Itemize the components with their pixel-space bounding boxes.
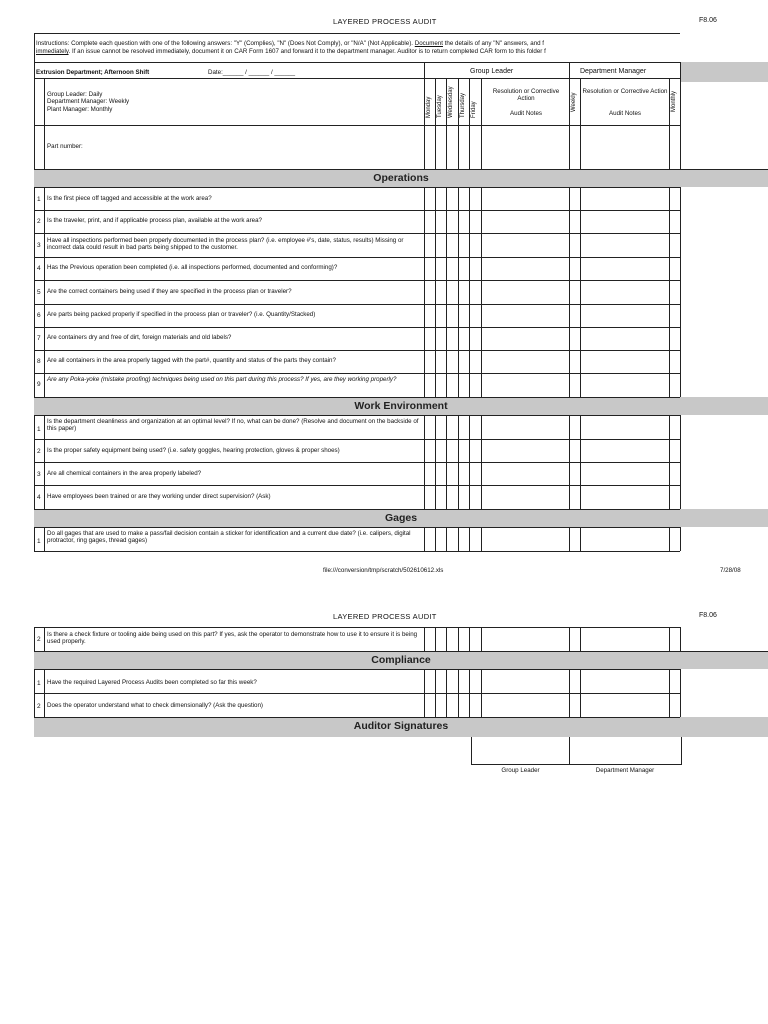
grid-line <box>44 350 45 373</box>
grid-line <box>569 462 570 485</box>
grid-line <box>34 669 680 670</box>
grid-line <box>458 415 459 439</box>
grid-line <box>669 257 670 280</box>
grid-line <box>424 233 425 257</box>
grid-line <box>435 304 436 327</box>
question-ops-4: Has the Previous operation been completed (i.e. all inspections performed, documented and conforming)? <box>47 264 338 271</box>
grid-line <box>680 327 681 350</box>
grid-line <box>34 509 680 510</box>
grid-line <box>458 233 459 257</box>
grid-line <box>481 257 482 280</box>
grid-line <box>34 327 680 328</box>
question-env-3: Are all chemical containers in the area properly labeled? <box>47 470 202 477</box>
grid-line <box>469 257 470 280</box>
grid-line <box>680 527 681 551</box>
grid-line <box>458 439 459 462</box>
day-wednesday: Wednesday <box>448 86 454 118</box>
group-leader-header: Group Leader <box>470 68 514 75</box>
grid-line <box>469 327 470 350</box>
grid-line <box>34 693 680 694</box>
grid-line <box>34 350 680 351</box>
grid-line <box>458 210 459 233</box>
grid-line <box>680 669 681 693</box>
resolution-header-dm: Resolution or Corrective Action <box>582 88 668 95</box>
frequency-list: Group Leader: Daily Department Manager: Weekly Plant Manager: Monthly <box>47 91 130 113</box>
grid-line <box>580 693 581 717</box>
question-ops-6: Are parts being packed properly if specified in the process plan or traveler? (i.e. Quantity/Stacked) <box>47 311 316 318</box>
grid-line <box>34 233 35 257</box>
question-env-2: Is the proper safety equipment being used? (i.e. safety goggles, hearing protection, gloves & proper shoes) <box>47 447 340 454</box>
grid-line <box>435 233 436 257</box>
grid-line <box>569 627 570 651</box>
signature-box-department-manager[interactable] <box>569 737 682 765</box>
grid-line <box>424 373 425 397</box>
grid-line <box>469 627 470 651</box>
grid-line <box>481 527 482 551</box>
grid-line <box>34 693 35 717</box>
question-ops-3: Have all inspections performed been properly documented in the process plan? (i.e. employee #'s, date, status, results) Missing or incorrect data could result in bad parts being shipped to the customer. <box>47 237 404 252</box>
grid-line <box>34 280 35 304</box>
grid-line <box>469 280 470 304</box>
grid-line <box>669 327 670 350</box>
grid-line <box>34 651 768 652</box>
grid-line <box>669 527 670 551</box>
grid-line <box>481 210 482 233</box>
grid-line <box>458 304 459 327</box>
signature-label-group-leader: Group Leader <box>501 767 540 774</box>
grid-line <box>469 439 470 462</box>
grid-line <box>435 78 436 169</box>
grid-line <box>435 462 436 485</box>
grid-line <box>34 233 680 234</box>
grid-line <box>580 415 581 439</box>
grid-line <box>569 233 570 257</box>
grid-line <box>446 373 447 397</box>
grid-line <box>680 187 681 210</box>
question-ops-5: Are the correct containers being used if they are specified in the process plan or traveler? <box>47 288 292 295</box>
grid-line <box>569 304 570 327</box>
grid-line <box>446 187 447 210</box>
grid-line <box>34 551 680 552</box>
grid-line <box>680 627 681 651</box>
question-env-1: Is the department cleanliness and organization at an optimal level? If no, what can be done? (Resolve and document on the backside of this paper) <box>47 418 419 433</box>
question-ops-1: Is the first piece off tagged and accessible at the work area? <box>47 195 212 202</box>
grid-line <box>424 257 425 280</box>
grid-line <box>680 257 681 280</box>
grid-line <box>669 373 670 397</box>
grid-line <box>34 257 680 258</box>
grid-line <box>669 280 670 304</box>
question-compliance-2: Does the operator understand what to check dimensionally? (Ask the question) <box>47 702 263 709</box>
grid-line <box>469 485 470 509</box>
grid-line <box>569 210 570 233</box>
grid-line <box>446 462 447 485</box>
question-ops-8: Are all containers in the area properly tagged with the part#, quantity and status of the parts they contain? <box>47 357 336 364</box>
grid-line <box>458 257 459 280</box>
grid-line <box>469 210 470 233</box>
grid-line <box>424 415 425 439</box>
grid-line <box>446 280 447 304</box>
question-gages-2: Is there a check fixture or tooling aide being used on this part? If yes, ask the operator to demonstrate how to use it to ensure it is being used properly. <box>47 631 418 646</box>
grid-line <box>34 415 35 439</box>
grid-line <box>44 485 45 509</box>
grid-line <box>458 373 459 397</box>
grid-line <box>669 187 670 210</box>
grid-line <box>34 210 35 233</box>
grid-line <box>446 327 447 350</box>
grid-line <box>446 350 447 373</box>
grid-line <box>680 485 681 509</box>
grid-line <box>481 327 482 350</box>
grid-line <box>580 627 581 651</box>
grid-line <box>680 415 681 439</box>
grid-line <box>44 527 45 551</box>
grid-line <box>481 693 482 717</box>
operations-heading: Operations <box>373 172 429 184</box>
grid-line <box>34 304 35 327</box>
grid-line <box>481 669 482 693</box>
grid-line <box>446 485 447 509</box>
grid-line <box>44 304 45 327</box>
grid-line <box>446 415 447 439</box>
grid-line <box>34 350 35 373</box>
grid-line <box>469 527 470 551</box>
grid-line <box>458 187 459 210</box>
page2-title: LAYERED PROCESS AUDIT <box>333 612 437 621</box>
grid-line <box>424 350 425 373</box>
grid-line <box>34 485 35 509</box>
grid-line <box>669 304 670 327</box>
grid-line <box>446 439 447 462</box>
grid-line <box>669 210 670 233</box>
grid-line <box>481 373 482 397</box>
grid-line <box>34 627 680 628</box>
grid-line <box>569 62 570 169</box>
grid-line <box>481 304 482 327</box>
grid-line <box>424 62 425 169</box>
question-ops-7: Are containers dry and free of dirt, foreign materials and old labels? <box>47 334 232 341</box>
grid-line <box>34 373 35 397</box>
grid-line <box>424 327 425 350</box>
question-ops-2: Is the traveler, print, and if applicable process plan, available at the work area? <box>47 217 262 224</box>
grid-line <box>569 327 570 350</box>
grid-line <box>469 350 470 373</box>
grid-line <box>669 233 670 257</box>
day-tuesday: Tuesday <box>437 95 443 118</box>
day-thursday: Thursday <box>460 92 466 118</box>
grid-line <box>435 439 436 462</box>
grid-line <box>481 627 482 651</box>
question-gages-1: Do all gages that are used to make a pass/fail decision contain a sticker for identification and a current due date? (i.e. calipers, digital protractor, ring gages, thread gages) <box>47 530 411 545</box>
grid-line <box>580 257 581 280</box>
grid-line <box>458 527 459 551</box>
grid-line <box>34 439 680 440</box>
grid-line <box>580 439 581 462</box>
grid-line <box>469 669 470 693</box>
grid-line <box>669 462 670 485</box>
grid-line <box>580 304 581 327</box>
signatures-heading: Auditor Signatures <box>353 720 449 732</box>
grid-line <box>680 439 681 462</box>
grid-line <box>34 257 35 280</box>
work-environment-heading: Work Environment <box>354 400 448 412</box>
grid-line <box>44 280 45 304</box>
grid-line <box>44 415 45 439</box>
day-monday: Monday <box>426 96 432 118</box>
grid-line <box>435 280 436 304</box>
grid-line <box>34 485 680 486</box>
grid-line <box>680 62 681 169</box>
grid-line <box>458 350 459 373</box>
grid-line <box>669 693 670 717</box>
day-friday: Friday <box>471 101 477 118</box>
grid-line <box>580 350 581 373</box>
grid-line <box>469 373 470 397</box>
grid-line <box>424 527 425 551</box>
grid-line <box>481 439 482 462</box>
grid-line <box>580 462 581 485</box>
grid-line <box>34 415 680 416</box>
grid-line <box>481 78 482 169</box>
grid-line <box>669 78 670 169</box>
grid-line <box>680 462 681 485</box>
grid-line <box>680 304 681 327</box>
grid-line <box>580 233 581 257</box>
grid-line <box>458 327 459 350</box>
grid-line <box>34 169 768 170</box>
grid-line <box>435 485 436 509</box>
grid-line <box>34 462 680 463</box>
grid-line <box>446 693 447 717</box>
grid-line <box>446 233 447 257</box>
grid-line <box>446 78 447 169</box>
grid-line <box>446 304 447 327</box>
grid-line <box>424 627 425 651</box>
grid-line <box>669 439 670 462</box>
grid-line <box>34 527 680 528</box>
grid-line <box>34 327 35 350</box>
grid-line <box>680 210 681 233</box>
grid-line <box>469 187 470 210</box>
grid-line <box>481 415 482 439</box>
grid-line <box>435 669 436 693</box>
grid-line <box>469 233 470 257</box>
grid-line <box>469 415 470 439</box>
grid-line <box>424 304 425 327</box>
question-compliance-1: Have the required Layered Process Audits been completed so far this week? <box>47 679 257 686</box>
grid-line <box>580 78 581 169</box>
grid-line <box>424 462 425 485</box>
grid-line <box>580 187 581 210</box>
grid-line <box>424 280 425 304</box>
grid-line <box>481 280 482 304</box>
department-manager-header: Department Manager <box>580 68 647 75</box>
resolution-header-gl: Resolution or Corrective Action <box>492 88 560 103</box>
compliance-heading: Compliance <box>371 654 431 666</box>
grid-line <box>34 187 680 188</box>
grid-line <box>569 280 570 304</box>
grid-line <box>580 280 581 304</box>
grid-line <box>424 210 425 233</box>
grid-line <box>458 462 459 485</box>
grid-line <box>481 233 482 257</box>
grid-line <box>680 350 681 373</box>
grid-line <box>569 187 570 210</box>
grid-line <box>34 187 35 210</box>
grid-line <box>435 627 436 651</box>
grid-line <box>424 187 425 210</box>
grid-line <box>34 527 35 551</box>
grid-line <box>458 78 459 169</box>
grid-line <box>569 485 570 509</box>
grid-line <box>44 462 45 485</box>
grid-line <box>481 350 482 373</box>
grid-line <box>569 373 570 397</box>
grid-line <box>680 233 681 257</box>
weekly-header: Weekly <box>571 92 577 112</box>
grid-line <box>34 627 35 651</box>
grid-line <box>34 62 35 169</box>
grid-line <box>34 717 680 718</box>
question-env-4: Have employees been trained or are they working under direct supervision? (Ask) <box>47 493 271 500</box>
grid-line <box>569 439 570 462</box>
grid-line <box>669 669 670 693</box>
grid-line <box>435 415 436 439</box>
grid-line <box>580 210 581 233</box>
grid-line <box>458 627 459 651</box>
grid-line <box>44 233 45 257</box>
grid-line <box>446 627 447 651</box>
grid-line <box>44 669 45 693</box>
grid-line <box>469 304 470 327</box>
footer-file-path: file:///conversion/tmp/scratch/502610612.xls <box>323 567 444 574</box>
grid-line <box>580 485 581 509</box>
part-number-label[interactable]: Part number: <box>47 143 83 150</box>
grid-line <box>435 187 436 210</box>
grid-line <box>458 280 459 304</box>
monthly-header: Monthly <box>671 90 677 112</box>
grid-line <box>44 257 45 280</box>
instructions-line-1: Instructions: Complete each question with one of the following answers: "Y" (Complies), "N" (Does Not Comply), or "N/A" (Not Applicable). Document the details of any "N" answers, and f <box>36 40 545 47</box>
grid-line <box>580 373 581 397</box>
grid-line <box>580 669 581 693</box>
form-number: F8.06 <box>699 17 717 24</box>
grid-line <box>458 485 459 509</box>
question-ops-9: Are any Poka-yoke (mistake proofing) techniques being used on this part during this process? If yes, are they working properly? <box>47 376 397 383</box>
page2-form-number: F8.06 <box>699 612 717 619</box>
grid-line <box>34 462 35 485</box>
grid-line <box>44 187 45 210</box>
department-shift: Extrusion Department; Afternoon Shift <box>36 69 150 76</box>
grid-line <box>669 415 670 439</box>
grid-line <box>458 669 459 693</box>
signature-box-group-leader[interactable] <box>471 737 570 765</box>
grid-line <box>481 485 482 509</box>
grid-line <box>446 210 447 233</box>
grid-line <box>569 669 570 693</box>
grid-line <box>34 669 35 693</box>
grid-line <box>44 373 45 397</box>
grid-line <box>34 304 680 305</box>
gages-heading: Gages <box>384 512 418 524</box>
grid-line <box>34 439 35 462</box>
grid-line <box>481 187 482 210</box>
grid-line <box>446 669 447 693</box>
grid-line <box>44 439 45 462</box>
grid-line <box>424 439 425 462</box>
grid-line <box>669 627 670 651</box>
grid-line <box>469 462 470 485</box>
signature-label-department-manager: Department Manager <box>595 767 655 774</box>
grid-line <box>435 527 436 551</box>
instructions-line-2: immediately. If an issue cannot be resolved immediately, document it on CAR Form 1607 and forward it to the department manager. Auditor is to return completed CAR form to this folder f <box>36 48 546 55</box>
grid-line <box>435 693 436 717</box>
grid-line <box>424 669 425 693</box>
grid-line <box>44 693 45 717</box>
grid-line <box>569 693 570 717</box>
grid-line <box>435 373 436 397</box>
grid-line <box>34 397 680 398</box>
grid-line <box>424 693 425 717</box>
grid-line <box>435 257 436 280</box>
grid-line <box>580 527 581 551</box>
grid-line <box>569 415 570 439</box>
grid-line <box>446 257 447 280</box>
grid-line <box>446 527 447 551</box>
grid-line <box>669 485 670 509</box>
grid-line <box>424 485 425 509</box>
grid-line <box>680 373 681 397</box>
grid-line <box>44 78 45 169</box>
grid-line <box>44 327 45 350</box>
grid-line <box>435 327 436 350</box>
grid-line <box>34 373 680 374</box>
grid-line <box>580 327 581 350</box>
grid-line <box>680 280 681 304</box>
grid-line <box>469 78 470 169</box>
grid-line <box>435 210 436 233</box>
grid-line <box>469 693 470 717</box>
grid-line <box>569 257 570 280</box>
audit-notes-header-gl: Audit Notes <box>510 110 542 117</box>
grid-line <box>34 210 680 211</box>
grid-line <box>44 627 45 651</box>
footer-date: 7/28/08 <box>720 567 741 574</box>
grid-line <box>458 693 459 717</box>
grid-line <box>680 693 681 717</box>
audit-notes-header-dm: Audit Notes <box>609 110 641 117</box>
grid-line <box>569 527 570 551</box>
grid-line <box>435 350 436 373</box>
grid-line <box>481 462 482 485</box>
page-title: LAYERED PROCESS AUDIT <box>333 17 437 26</box>
grid-line <box>44 210 45 233</box>
grid-line <box>669 350 670 373</box>
grid-line <box>569 350 570 373</box>
date-field[interactable]: Date:______ / ______ / ______ <box>208 69 296 76</box>
grid-line <box>34 280 680 281</box>
